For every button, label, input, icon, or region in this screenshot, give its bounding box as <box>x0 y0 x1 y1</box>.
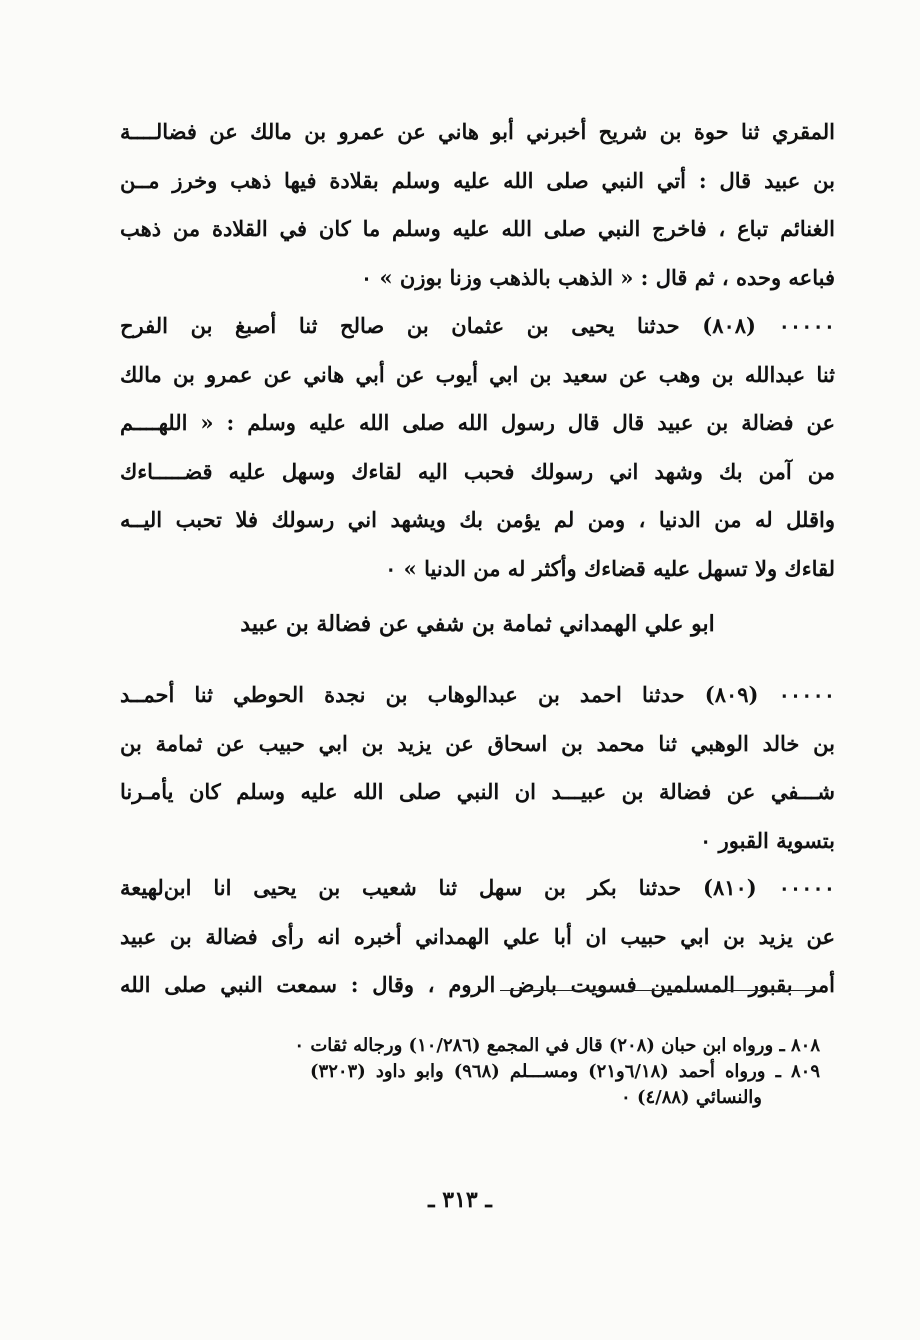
text-line: ٠٠٠٠٠ (٨٠٩) حدثنا احمد بن عبدالوهاب بن نجدة الحوطي ثنا أحمــد <box>120 682 836 707</box>
footnote-809-continuation: والنسائي (٤/٨٨) ٠ <box>621 1087 762 1108</box>
paragraph-hadith-continuation <box>120 108 835 302</box>
text-line: بن خالد الوهبي ثنا محمد بن اسحاق عن يزيد بن ابي حبيب عن ثمامة بن <box>120 730 835 756</box>
text-line: عن يزيد بن ابي حبيب ان أبا علي الهمداني أخبره انه رأى فضالة بن عبيد <box>120 923 835 949</box>
text-line: ثنا عبدالله بن وهب عن سعيد بن ابي أيوب عن أبي هاني عن عمرو بن مالك <box>120 361 835 387</box>
text-line: لقاءك ولا تسهل عليه قضاءك وأكثر له من الدنيا » ٠ <box>385 555 835 581</box>
text-line: بن عبيد قال : أتي النبي صلى الله عليه وسلم بقلادة فيها ذهب وخرز مــن <box>120 167 835 193</box>
footnote-808: ٨٠٨ ـ ورواه ابن حبان (٢٠٨) قال في المجمع (١٠/٢٨٦) ورجاله ثقات ٠ <box>294 1035 820 1056</box>
text-line: شـــفي عن فضالة بن عبيـــد ان النبي صلى الله عليه وسلم كان يأمـرنا <box>120 779 835 804</box>
footnotes <box>294 1033 820 1111</box>
text-line: أمر بقبور المسلمين فسويت بارض الروم ، وقال : سمعت النبي صلى الله <box>120 972 835 997</box>
page-number: ـ ٣١٣ ـ <box>428 1187 492 1213</box>
text-line: المقري ثنا حوة بن شريح أخبرني أبو هاني عن عمرو بن مالك عن فضالــــة <box>120 119 835 144</box>
footnote-809: ٨٠٩ ـ ورواه أحمد (٦/١٨و٢١) ومســـلم (٩٦٨) وابو داود (٣٢٠٣) <box>310 1061 820 1082</box>
text-line: ٠٠٠٠٠ (٨٠٨) حدثنا يحيى بن عثمان بن صالح ثنا أصبغ بن الفرح <box>120 313 836 338</box>
paragraph-hadith-808 <box>120 302 835 593</box>
text-line: بتسوية القبور ٠ <box>700 827 835 853</box>
text-line: فباعه وحده ، ثم قال : « الذهب بالذهب وزنا بوزن » ٠ <box>360 264 835 290</box>
section-heading: ابو علي الهمداني ثمامة بن شفي عن فضالة بن عبيد <box>240 611 715 637</box>
paragraph-hadith-809 <box>120 671 835 865</box>
text-line: عن فضالة بن عبيد قال قال رسول الله صلى الله عليه وسلم : « اللهــــم <box>120 410 835 435</box>
text-line: ٠٠٠٠٠ (٨١٠) حدثنا بكر بن سهل ثنا شعيب بن يحيى انا ابن‌لهيعة <box>120 875 835 900</box>
text-line: الغنائم تباع ، فاخرج النبي صلى الله عليه وسلم ما كان في القلادة من ذهب <box>120 216 835 241</box>
footnote-divider <box>500 990 820 991</box>
paragraph-hadith-810 <box>120 864 835 1010</box>
text-line: واقلل له من الدنيا ، ومن لم يؤمن بك ويشهد اني رسولك فلا تحبب اليــه <box>120 507 835 532</box>
text-line: من آمن بك وشهد اني رسولك فحبب اليه لقاءك وسهل عليه قضـــــاءك <box>120 458 835 484</box>
